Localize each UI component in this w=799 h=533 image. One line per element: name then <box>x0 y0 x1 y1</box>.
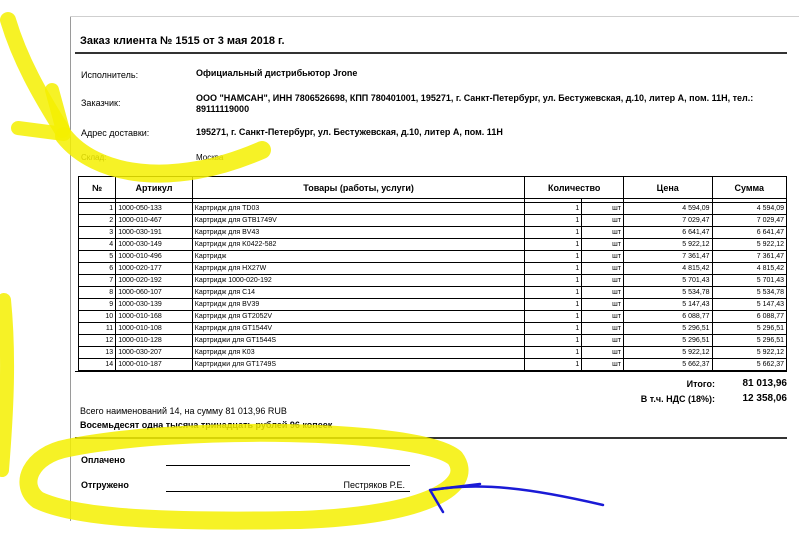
row-number-cell: 6 <box>79 263 116 275</box>
row-price-cell: 5 922,12 <box>623 239 712 251</box>
row-goods-cell: Картридж для TD03 <box>192 203 525 215</box>
row-number-cell: 1 <box>79 203 116 215</box>
summary-count-line: Всего наименований 14, на сумму 81 013,96 RUB <box>80 406 287 416</box>
row-qty-cell: 1 <box>525 347 582 359</box>
row-price-cell: 5 662,37 <box>623 359 712 371</box>
row-sku-cell: 1000-050-133 <box>116 203 193 215</box>
yellow-highlight-sweep <box>64 136 262 174</box>
row-unit-cell: шт <box>582 323 624 335</box>
row-goods-cell: Картридж для K03 <box>192 347 525 359</box>
row-unit-cell: шт <box>582 263 624 275</box>
row-sku-cell: 1000-010-496 <box>116 251 193 263</box>
row-number-cell: 4 <box>79 239 116 251</box>
col-header-goods: Товары (работы, услуги) <box>192 177 525 199</box>
row-price-cell: 5 701,43 <box>623 275 712 287</box>
row-number-cell: 14 <box>79 359 116 371</box>
summary-words-line: Восемьдесят одна тысяча тринадцать рублей 96 копеек <box>80 420 333 430</box>
row-sum-cell: 5 534,78 <box>712 287 786 299</box>
row-number-cell: 8 <box>79 287 116 299</box>
row-qty-cell: 1 <box>525 335 582 347</box>
row-qty-cell: 1 <box>525 251 582 263</box>
row-sku-cell: 1000-020-177 <box>116 263 193 275</box>
row-goods-cell: Картриджи для GT1749S <box>192 359 525 371</box>
row-number-cell: 3 <box>79 227 116 239</box>
row-sku-cell: 1000-010-187 <box>116 359 193 371</box>
row-sum-cell: 5 922,12 <box>712 239 786 251</box>
row-number-cell: 2 <box>79 215 116 227</box>
row-goods-cell: Картридж для GT1544V <box>192 323 525 335</box>
customer-label: Заказчик: <box>81 98 121 108</box>
col-header-quantity: Количество <box>525 177 623 199</box>
total-label: Итого: <box>686 379 715 389</box>
row-sku-cell: 1000-010-168 <box>116 311 193 323</box>
row-sum-cell: 5 662,37 <box>712 359 786 371</box>
order-title: Заказ клиента № 1515 от 3 мая 2018 г. <box>80 35 285 47</box>
row-unit-cell: шт <box>582 299 624 311</box>
row-goods-cell: Картридж для K0422-582 <box>192 239 525 251</box>
row-unit-cell: шт <box>582 251 624 263</box>
row-number-cell: 10 <box>79 311 116 323</box>
row-qty-cell: 1 <box>525 323 582 335</box>
vat-label: В т.ч. НДС (18%): <box>640 394 715 404</box>
col-header-price: Цена <box>623 177 712 199</box>
warehouse-value: Москва <box>196 153 224 162</box>
row-number-cell: 7 <box>79 275 116 287</box>
row-unit-cell: шт <box>582 311 624 323</box>
row-unit-cell: шт <box>582 227 624 239</box>
row-sum-cell: 5 296,51 <box>712 323 786 335</box>
row-qty-cell: 1 <box>525 203 582 215</box>
yellow-highlight-left-edge <box>2 300 7 470</box>
row-goods-cell: Картридж 1000-020-192 <box>192 275 525 287</box>
row-price-cell: 5 534,78 <box>623 287 712 299</box>
row-qty-cell: 1 <box>525 227 582 239</box>
row-sum-cell: 7 361,47 <box>712 251 786 263</box>
row-unit-cell: шт <box>582 239 624 251</box>
row-sum-cell: 5 922,12 <box>712 347 786 359</box>
row-price-cell: 6 641,47 <box>623 227 712 239</box>
row-sku-cell: 1000-030-207 <box>116 347 193 359</box>
executor-label: Исполнитель: <box>81 70 139 80</box>
customer-value-line1: ООО "НАМСАН", ИНН 7806526698, КПП 780401001, 195271, г. Санкт-Петербург, ул. Бестужевская, д.10, литер А, пом. 11Н, тел.: <box>196 93 754 103</box>
row-unit-cell: шт <box>582 347 624 359</box>
row-qty-cell: 1 <box>525 287 582 299</box>
row-qty-cell: 1 <box>525 359 582 371</box>
col-header-number: № <box>79 177 116 199</box>
delivery-label: Адрес доставки: <box>81 128 150 138</box>
row-unit-cell: шт <box>582 203 624 215</box>
row-sum-cell: 6 088,77 <box>712 311 786 323</box>
row-unit-cell: шт <box>582 215 624 227</box>
row-price-cell: 6 088,77 <box>623 311 712 323</box>
row-goods-cell: Картридж для BV39 <box>192 299 525 311</box>
shipped-label: Отгружено <box>81 480 129 490</box>
row-sku-cell: 1000-010-467 <box>116 215 193 227</box>
row-goods-cell: Картридж <box>192 251 525 263</box>
row-goods-cell: Картридж для GTB1749V <box>192 215 525 227</box>
row-sum-cell: 7 029,47 <box>712 215 786 227</box>
row-sum-cell: 5 147,43 <box>712 299 786 311</box>
row-unit-cell: шт <box>582 359 624 371</box>
yellow-highlight-oval <box>28 433 459 521</box>
col-header-sum: Сумма <box>712 177 786 199</box>
row-sku-cell: 1000-010-128 <box>116 335 193 347</box>
row-price-cell: 7 361,47 <box>623 251 712 263</box>
row-goods-cell: Картридж для GT2052V <box>192 311 525 323</box>
paid-label: Оплачено <box>81 455 126 465</box>
row-price-cell: 5 296,51 <box>623 323 712 335</box>
row-price-cell: 4 594,09 <box>623 203 712 215</box>
row-sum-cell: 5 701,43 <box>712 275 786 287</box>
row-price-cell: 7 029,47 <box>623 215 712 227</box>
row-number-cell: 13 <box>79 347 116 359</box>
row-qty-cell: 1 <box>525 215 582 227</box>
row-qty-cell: 1 <box>525 299 582 311</box>
row-qty-cell: 1 <box>525 311 582 323</box>
row-sum-cell: 5 296,51 <box>712 335 786 347</box>
row-number-cell: 11 <box>79 323 116 335</box>
row-unit-cell: шт <box>582 287 624 299</box>
total-value: 81 013,96 <box>742 378 787 389</box>
row-sku-cell: 1000-020-192 <box>116 275 193 287</box>
row-qty-cell: 1 <box>525 239 582 251</box>
row-goods-cell: Картриджи для GT1544S <box>192 335 525 347</box>
delivery-value: 195271, г. Санкт-Петербург, ул. Бестужевская, д.10, литер А, пом. 11Н <box>196 127 503 137</box>
row-number-cell: 5 <box>79 251 116 263</box>
row-unit-cell: шт <box>582 335 624 347</box>
row-qty-cell: 1 <box>525 275 582 287</box>
row-price-cell: 5 922,12 <box>623 347 712 359</box>
row-sum-cell: 4 815,42 <box>712 263 786 275</box>
row-sku-cell: 1000-030-139 <box>116 299 193 311</box>
row-sum-cell: 6 641,47 <box>712 227 786 239</box>
row-sku-cell: 1000-030-149 <box>116 239 193 251</box>
row-price-cell: 5 296,51 <box>623 335 712 347</box>
row-unit-cell: шт <box>582 275 624 287</box>
row-price-cell: 5 147,43 <box>623 299 712 311</box>
row-qty-cell: 1 <box>525 263 582 275</box>
col-header-sku: Артикул <box>116 177 193 199</box>
customer-value-line2: 89111119000 <box>196 104 250 114</box>
row-goods-cell: Картридж для HX27W <box>192 263 525 275</box>
shipped-signer-name: Пестряков Р.Е. <box>343 480 405 490</box>
row-sku-cell: 1000-010-108 <box>116 323 193 335</box>
row-goods-cell: Картридж для BV43 <box>192 227 525 239</box>
row-sku-cell: 1000-060-107 <box>116 287 193 299</box>
row-goods-cell: Картридж для C14 <box>192 287 525 299</box>
warehouse-label: Склад: <box>81 153 107 162</box>
row-sum-cell: 4 594,09 <box>712 203 786 215</box>
executor-value: Официальный дистрибьютор Jrone <box>196 68 358 78</box>
vat-value: 12 358,06 <box>742 393 787 404</box>
row-price-cell: 4 815,42 <box>623 263 712 275</box>
row-sku-cell: 1000-030-191 <box>116 227 193 239</box>
row-number-cell: 9 <box>79 299 116 311</box>
row-number-cell: 12 <box>79 335 116 347</box>
